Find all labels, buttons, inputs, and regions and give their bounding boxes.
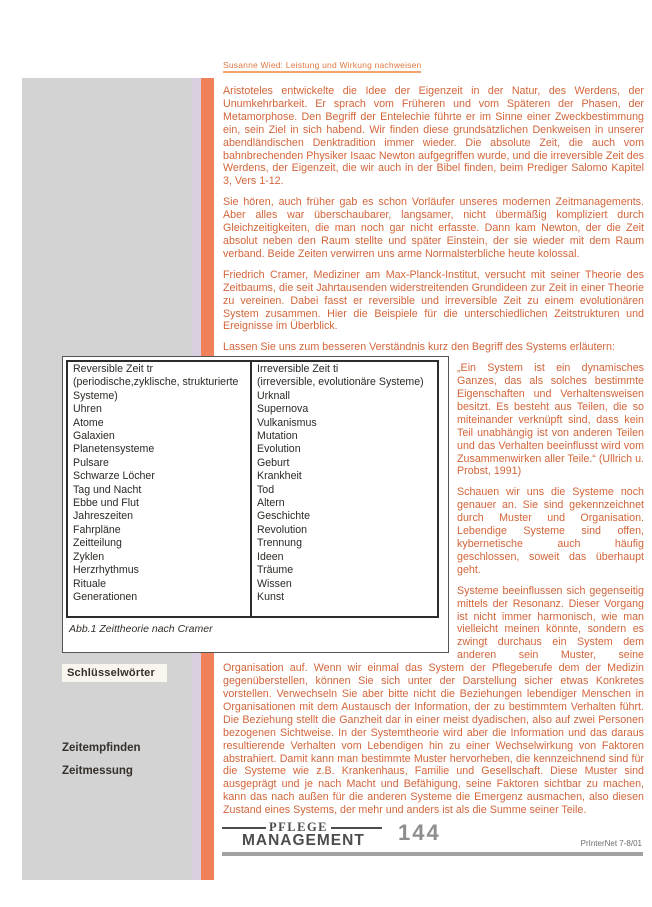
column-header-reversible: Reversible Zeit tr bbox=[73, 363, 154, 375]
table-item: Atome bbox=[73, 416, 104, 429]
table-item: Jahreszeiten bbox=[73, 510, 134, 523]
table-item: Altern bbox=[257, 497, 285, 510]
table-column-reversible bbox=[68, 362, 252, 616]
table-item: Uhren bbox=[73, 403, 102, 416]
system-quote-paragraph: „Ein System ist ein dynamisches Ganzes, das als solches bestimmte Eigenschaften und Verhaltensweisen besitzt. Es besteht aus Teilen, die so miteinander verknüpft sind, dass kein Teil unabhängig ist von anderen Teilen und das Verhalten beeinflusst wird vom Zusammenwirken aller Teile.“ (Ullrich u. Probst, 1991) bbox=[457, 362, 644, 478]
body-paragraph-4: Lassen Sie uns zum besseren Verständnis kurz den Begriff des Systems erläutern: bbox=[223, 341, 615, 354]
table-item: Kunst bbox=[257, 590, 285, 603]
table-item: Ideen bbox=[257, 550, 284, 563]
table-item: Zyklen bbox=[73, 550, 105, 563]
table-item: Evolution bbox=[257, 443, 301, 456]
table-item: Vulkanismus bbox=[257, 416, 317, 429]
reversible-item-list bbox=[73, 403, 245, 604]
keyword-item: Zeitempfinden bbox=[62, 742, 141, 754]
body-paragraph-5: Schauen wir uns die Systeme noch genauer an. Sie sind gekennzeichnet durch Muster und Organisation. Lebendige Systeme sind offen, kybernetische auch häufig geschlossen, soweit das überhaupt geht. bbox=[457, 486, 644, 576]
table-item: Urknall bbox=[257, 389, 290, 402]
footer-rule bbox=[222, 852, 643, 856]
table-item: Zeitteilung bbox=[73, 537, 122, 550]
table-item: Supernova bbox=[257, 403, 309, 416]
irreversible-item-list bbox=[257, 390, 432, 605]
table-item: Tag und Nacht bbox=[73, 483, 142, 496]
keywords-list bbox=[62, 737, 141, 783]
figure-caption: Abb.1 Zeittheorie nach Cramer bbox=[69, 623, 213, 635]
figure-zeittheorie bbox=[62, 356, 449, 653]
logo-word-pflege: PFLEGE bbox=[269, 820, 329, 834]
table-item: Pulsare bbox=[73, 456, 109, 469]
table-item: Ebbe und Flut bbox=[73, 497, 139, 510]
pflege-management-logo bbox=[222, 820, 382, 850]
page-number: 144 bbox=[398, 820, 441, 845]
page-footer bbox=[222, 820, 644, 854]
running-header: Susanne Wied: Leistung und Wirkung nachweisen bbox=[223, 60, 421, 73]
column-subheader-irreversible: (irreversible, evolutionäre Systeme) bbox=[257, 376, 424, 389]
table-item: Träume bbox=[257, 564, 294, 577]
logo-rule-left bbox=[222, 827, 266, 829]
logo-rule-right bbox=[331, 827, 382, 829]
table-item: Revolution bbox=[257, 523, 308, 536]
table-item: Fahrpläne bbox=[73, 523, 121, 536]
body-paragraph-2: Sie hören, auch früher gab es schon Vorläufer unseres modernen Zeitmanagements. Aber alles war überschaubarer, langsamer, nicht übermäßig kompliziert durch Gleichzeitigkeiten, die man noch gar nicht erfasste. Dann kam Newton, der die Zeit absolut neben den Raum stellte und später Einstein, der sie wieder mit dem Raum verband. Beide Zeiten verwirren uns arme Normalsterbliche heute kolossal. bbox=[223, 196, 644, 260]
table-item: Mutation bbox=[257, 430, 298, 443]
table-item: Herzrhythmus bbox=[73, 564, 139, 577]
table-item: Trennung bbox=[257, 537, 302, 550]
table-item: Wissen bbox=[257, 577, 292, 590]
body-paragraph-1: Aristoteles entwickelte die Idee der Eigenzeit in der Natur, des Werdens, der Unumkehrbarkeit. Er sprach vom Früheren und vom Späteren der Phasen, der Metamorphose. Den Begriff der Entelechie führte er im Sinne einer Zweckbestimmung ein, sein Ziel in sich habend. Wir finden diese grundsätzlichen Denkweisen in unserer abendländischen Denktradition immer wieder. Die absolute Zeit, die auch vom bahnbrechenden Physiker Isaac Newton aufgegriffen wurde, und die irreversible Zeit des Werdens, der Eigenzeit, die wir auch in der Bibel finden, beim Prediger Salomo Kapitel 3, Vers 1-12. bbox=[223, 85, 644, 188]
table-item: Tod bbox=[257, 483, 275, 496]
table-item: Galaxien bbox=[73, 430, 115, 443]
table-item: Geschichte bbox=[257, 510, 310, 523]
table-item: Krankheit bbox=[257, 470, 302, 483]
keywords-label: Schlüsselwörter bbox=[62, 664, 167, 682]
body-paragraph-3: Friedrich Cramer, Mediziner am Max-Planck-Institut, versucht mit seiner Theorie des Zeitbaums, die seit Jahrtausenden widerstreitenden Grundideen zur Zeit in einer Theorie zu vereinen. Dabei fasst er reversible und irreversible Zeit zu einem evolutionären System zusammen. Hier die Beispiele für die unterschiedlichen Zeitstrukturen und Ereignisse im Überblick. bbox=[223, 268, 644, 333]
table-item: Geburt bbox=[257, 456, 290, 469]
logo-word-management: MANAGEMENT bbox=[242, 832, 365, 849]
table-item: Planetensysteme bbox=[73, 443, 155, 456]
zeittheorie-table bbox=[66, 360, 439, 618]
table-item: Generationen bbox=[73, 590, 138, 603]
table-item: Schwarze Löcher bbox=[73, 470, 155, 483]
table-item: Rituale bbox=[73, 577, 106, 590]
column-subheader-reversible: (periodische,zyklische, strukturierte Systeme) bbox=[73, 376, 239, 402]
keyword-item: Zeitmessung bbox=[62, 765, 133, 777]
column-header-irreversible: Irreversible Zeit ti bbox=[257, 363, 339, 375]
body-paragraph-6: Systeme beeinflussen sich gegenseitig mittels der Resonanz. Dieser Vorgang ist nicht immer harmonisch, wie man vielleicht meinen könnte, sondern es zwingt durchaus ein System dem anderen sein Muster, seine Organisation auf. Wenn wir einmal das System der Pflegeberufe dem der Medizin gegenüberstellen, können Sie sich unter der Darstellung sicher etwas Konkretes vorstellen. Verwechseln Sie aber bitte nicht die Beziehungen lebendiger Menschen in Organisationen mit dem Austausch der Information, der zu bestimmtem Verhalten führt. Die Beziehung stellt die Ganzheit dar in einer meist dyadischen, also auf zwei Personen bezogenen Sichtweise. In der Systemtheorie wird aber die Information und das daraus resultierende Verhalten vom Lebendigen hin zu einer Wechselwirkung von Faktoren abstrahiert. Damit kann man bestimmte Muster hervorheben, die kennzeichnend sind für die Systeme wie z.B. Krankenhaus, Familie und Gesellschaft. Diese Muster sind ausgeprägt und je nach Macht und Befähigung, seine Faktoren sichtbar zu machen, kann das nach außen für die anderen Systeme die Emergenz ausmachen, also diesen Zustand eines Systems, der mehr und anders ist als die Summe seiner Teile. bbox=[223, 584, 644, 817]
issue-label: PrInterNet 7-8/01 bbox=[580, 839, 642, 848]
table-column-irreversible bbox=[252, 362, 437, 616]
